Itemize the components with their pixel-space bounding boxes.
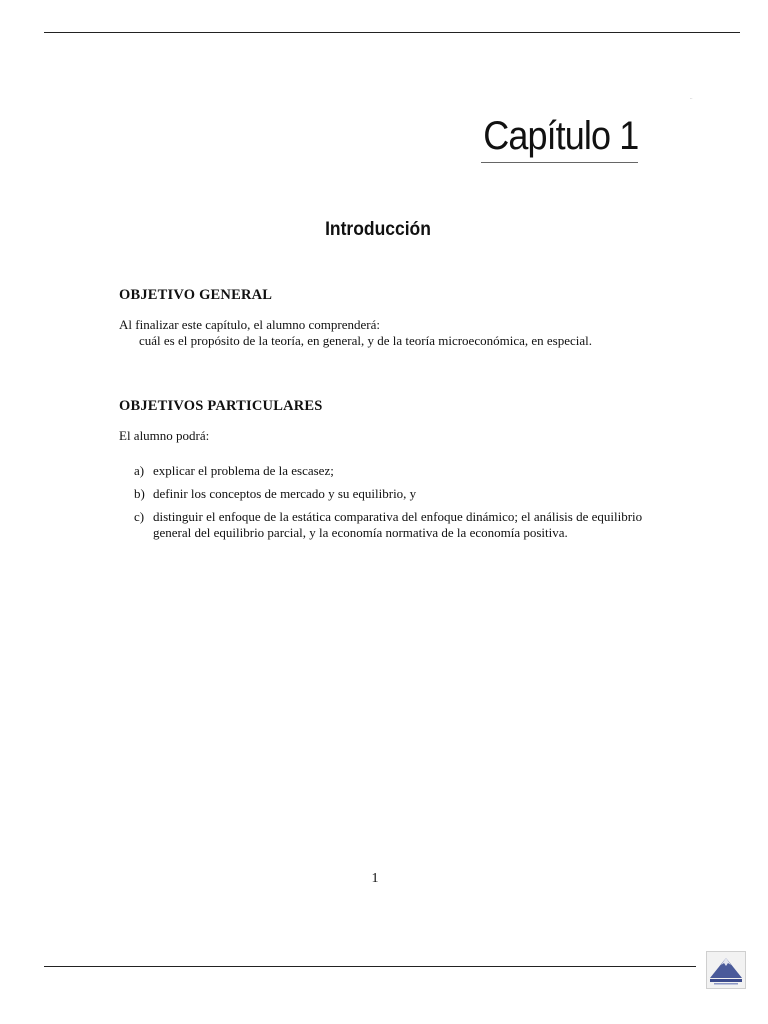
section-title: Introducción — [325, 219, 431, 240]
list-item-marker: b) — [134, 486, 145, 501]
page-number: 1 — [371, 871, 379, 886]
particular-objectives-intro: El alumno podrá: — [119, 428, 210, 443]
general-objective-detail: cuál es el propósito de la teoría, en general, y de la teoría microeconómica, en especial. — [139, 333, 592, 348]
chapter-title: Capítulo 1 — [482, 114, 638, 158]
list-item-marker: a) — [134, 463, 145, 478]
mountain-logo-graphic — [707, 952, 745, 988]
general-objective-heading: OBJETIVO GENERAL — [119, 287, 273, 303]
general-objective-intro: Al finalizar este capítulo, el alumno comprenderá: — [119, 317, 380, 332]
list-item — [134, 509, 654, 541]
list-item-text: distinguir el enfoque de la estática comparativa del enfoque dinámico; el análisis de equilibrio general del equilibrio parcial, y la economía normativa de la economía positiva. — [153, 509, 643, 540]
top-rule — [44, 32, 740, 33]
bottom-rule — [44, 966, 696, 967]
list-item — [134, 486, 654, 502]
particular-objectives-heading: OBJETIVOS PARTICULARES — [119, 398, 323, 414]
list-item-text: definir los conceptos de mercado y su equilibrio, y — [153, 486, 417, 501]
particular-objectives-list — [134, 463, 654, 548]
list-item — [134, 463, 654, 479]
list-item-text: explicar el problema de la escasez; — [153, 463, 334, 478]
scan-mark: .. — [690, 96, 693, 101]
list-item-marker: c) — [134, 509, 145, 524]
mountain-logo-icon — [706, 951, 746, 989]
chapter-title-underline — [481, 162, 638, 163]
